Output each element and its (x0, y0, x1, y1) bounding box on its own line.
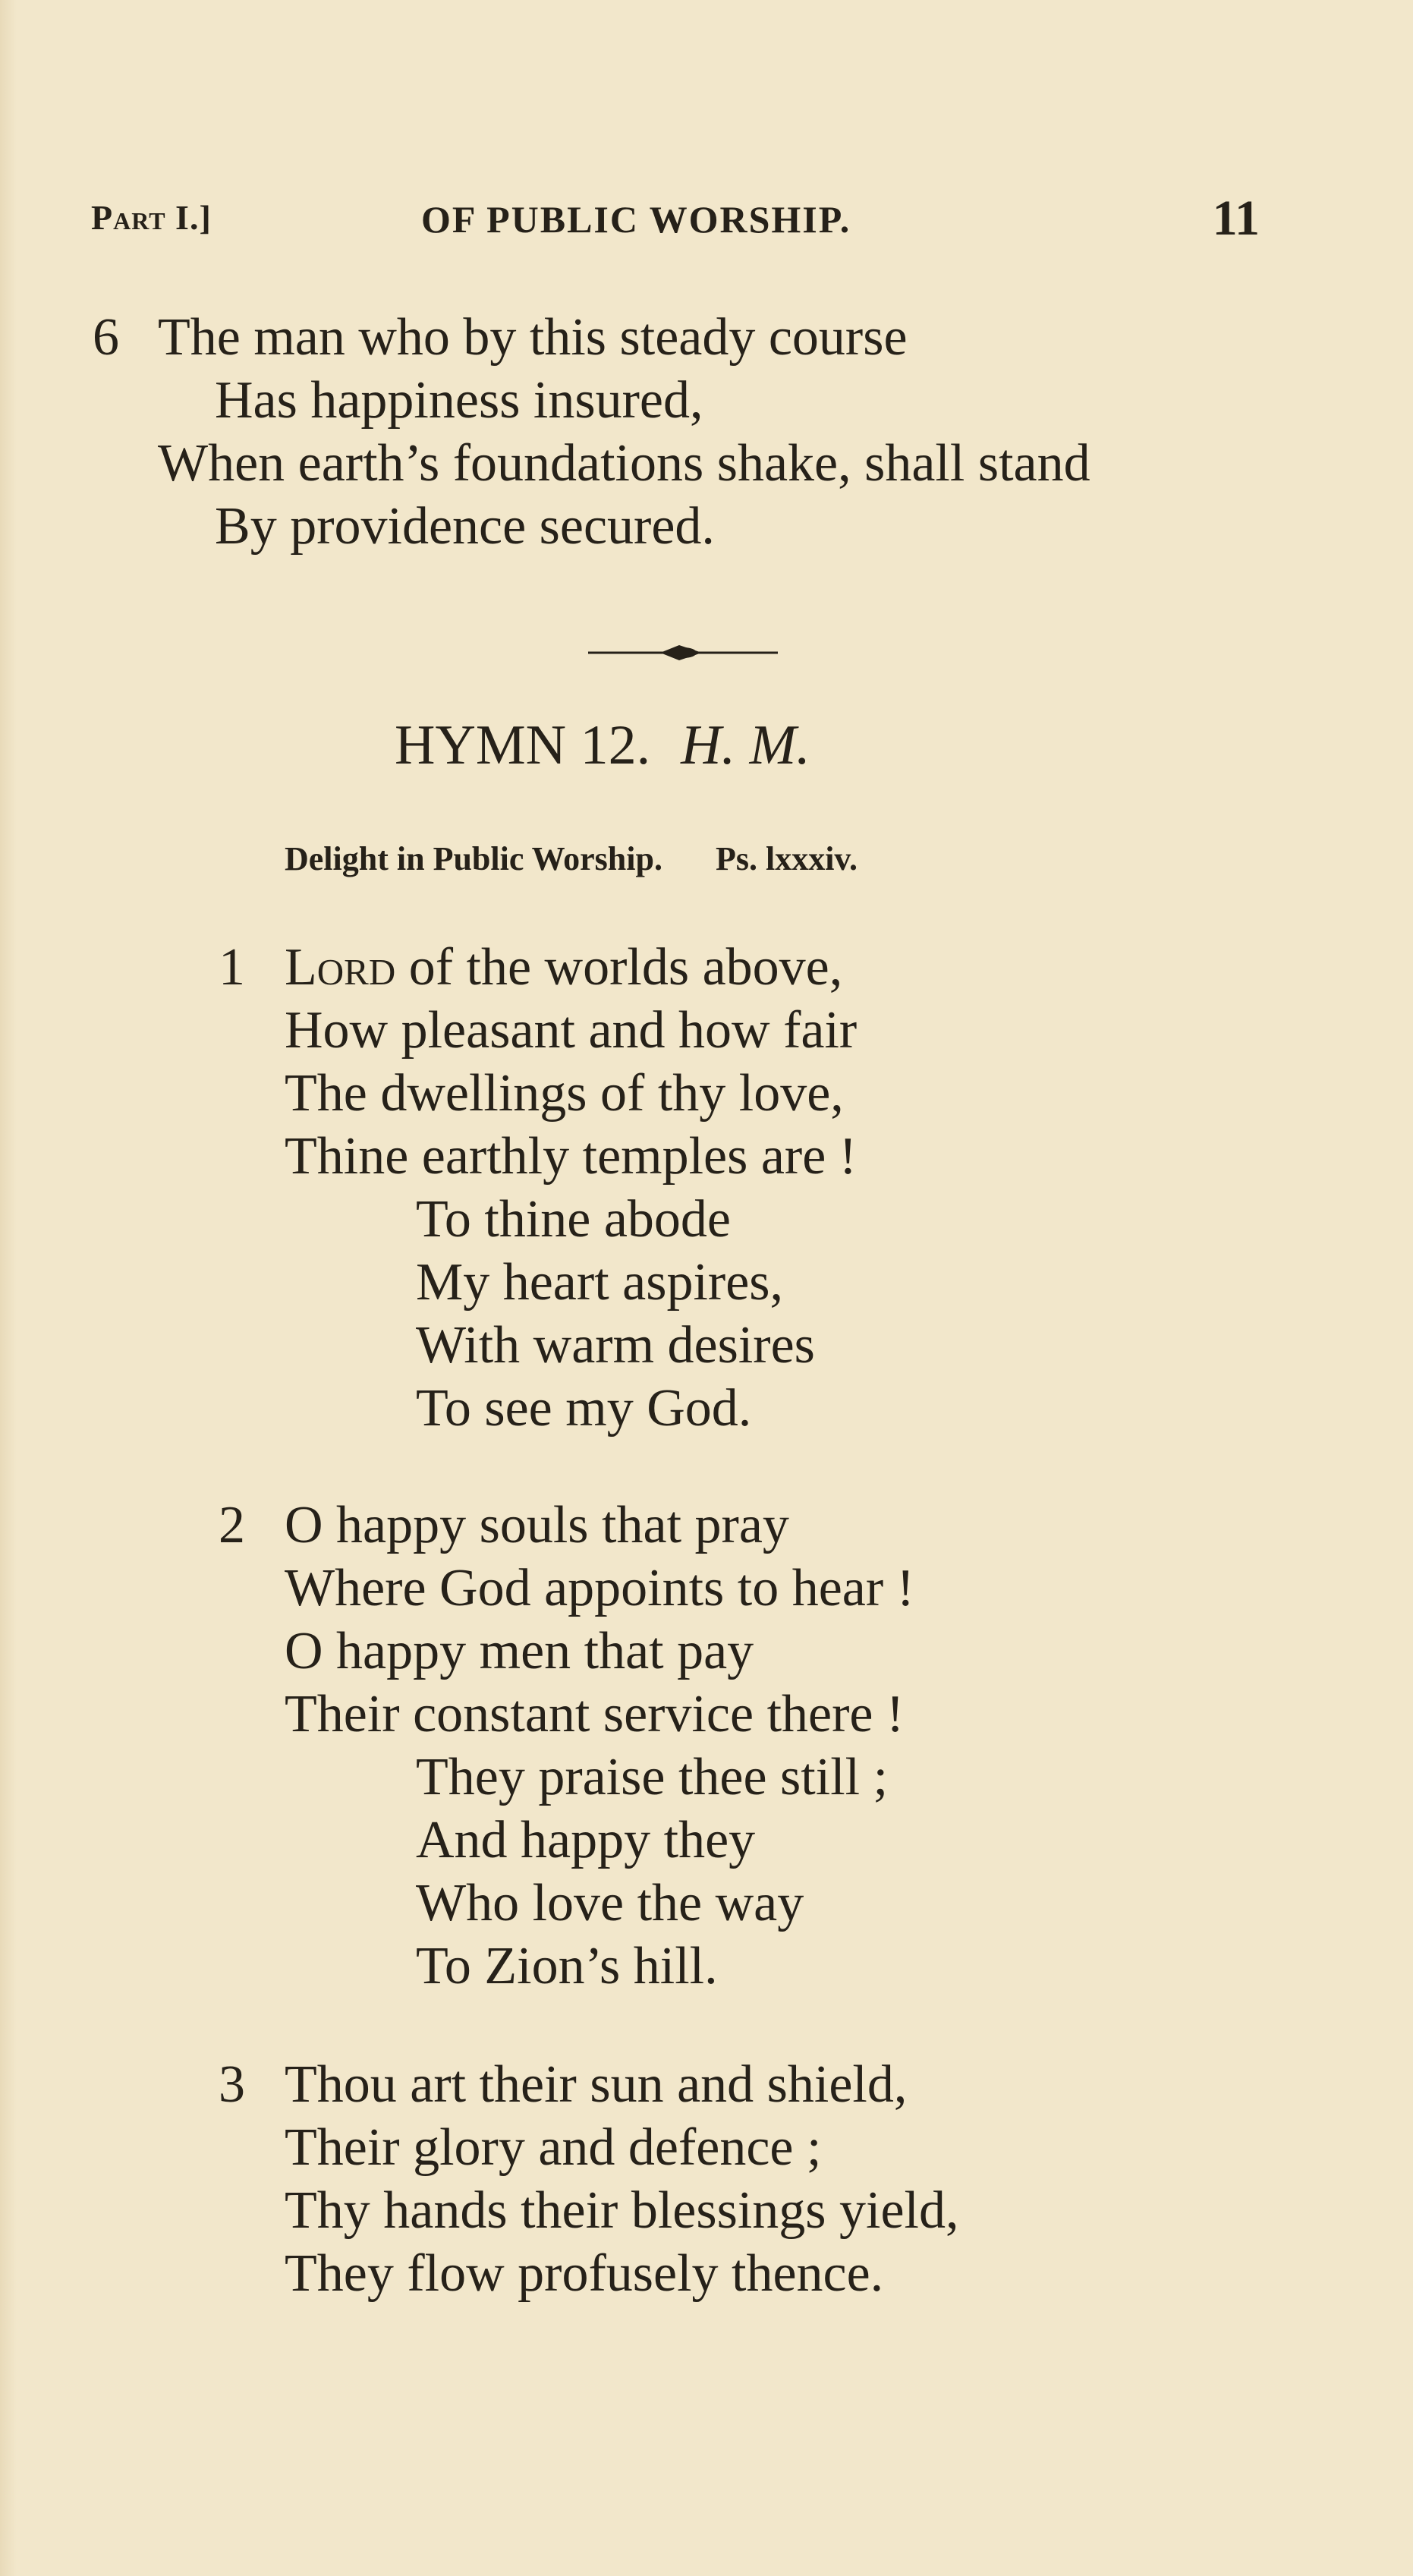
verse-line: Thou art their sun and shield, (285, 2055, 908, 2114)
verse-first-word: Lord (285, 938, 396, 997)
verse-line: Has happiness insured, (215, 371, 703, 430)
verse-line: To Zion’s hill. (416, 1937, 718, 1995)
hymn-title (395, 714, 810, 776)
hymn-subtitle (285, 842, 858, 876)
verse-line: Who love the way (416, 1874, 804, 1932)
verse-line: They praise thee still ; (416, 1748, 889, 1806)
verse-line: And happy they (416, 1811, 756, 1869)
part-label: Part I.] (91, 198, 212, 237)
page-edge (0, 0, 17, 2576)
hymn-number: HYMN 12. (395, 714, 651, 776)
verse-line (285, 938, 843, 997)
scripture-reference: Ps. lxxxiv. (715, 840, 858, 877)
ornament-divider-icon (588, 644, 778, 662)
verse-line: How pleasant and how fair (285, 1001, 858, 1060)
stanza-number: 2 (219, 1496, 245, 1554)
verse-line: They flow profusely thence. (285, 2244, 884, 2303)
verse-line: By providence secured. (215, 497, 715, 556)
verse-line: My heart aspires, (416, 1253, 784, 1312)
stanza-number: 1 (219, 938, 245, 997)
section-title: OF PUBLIC WORSHIP. (421, 198, 851, 241)
verse-line: The dwellings of thy love, (285, 1064, 844, 1123)
verse-line: To thine abode (416, 1190, 731, 1249)
verse-line-rest: of the worlds above, (395, 938, 843, 997)
verse-line: O happy men that pay (285, 1622, 754, 1680)
hymn-theme: Delight in Public Worship. (285, 840, 662, 877)
verse-line: When earth’s foundations shake, shall stand (158, 434, 1090, 493)
verse-line: Thy hands their blessings yield, (285, 2181, 959, 2240)
running-header (91, 190, 1260, 250)
verse-line: O happy souls that pray (285, 1496, 789, 1554)
verse-line: With warm desires (416, 1316, 815, 1375)
stanza-number: 3 (219, 2055, 245, 2114)
verse-line: Thine earthly temples are ! (285, 1127, 858, 1186)
verse-line: The man who by this steady course (158, 308, 908, 367)
page-number: 11 (1212, 191, 1260, 246)
verse-line: Where God appoints to hear ! (285, 1559, 914, 1617)
verse-line: Their glory and defence ; (285, 2118, 822, 2177)
verse-line: To see my God. (416, 1379, 752, 1438)
stanza-number: 6 (93, 308, 119, 367)
verse-line: Their constant service there ! (285, 1685, 905, 1743)
hymn-meter: H. M. (681, 714, 810, 776)
